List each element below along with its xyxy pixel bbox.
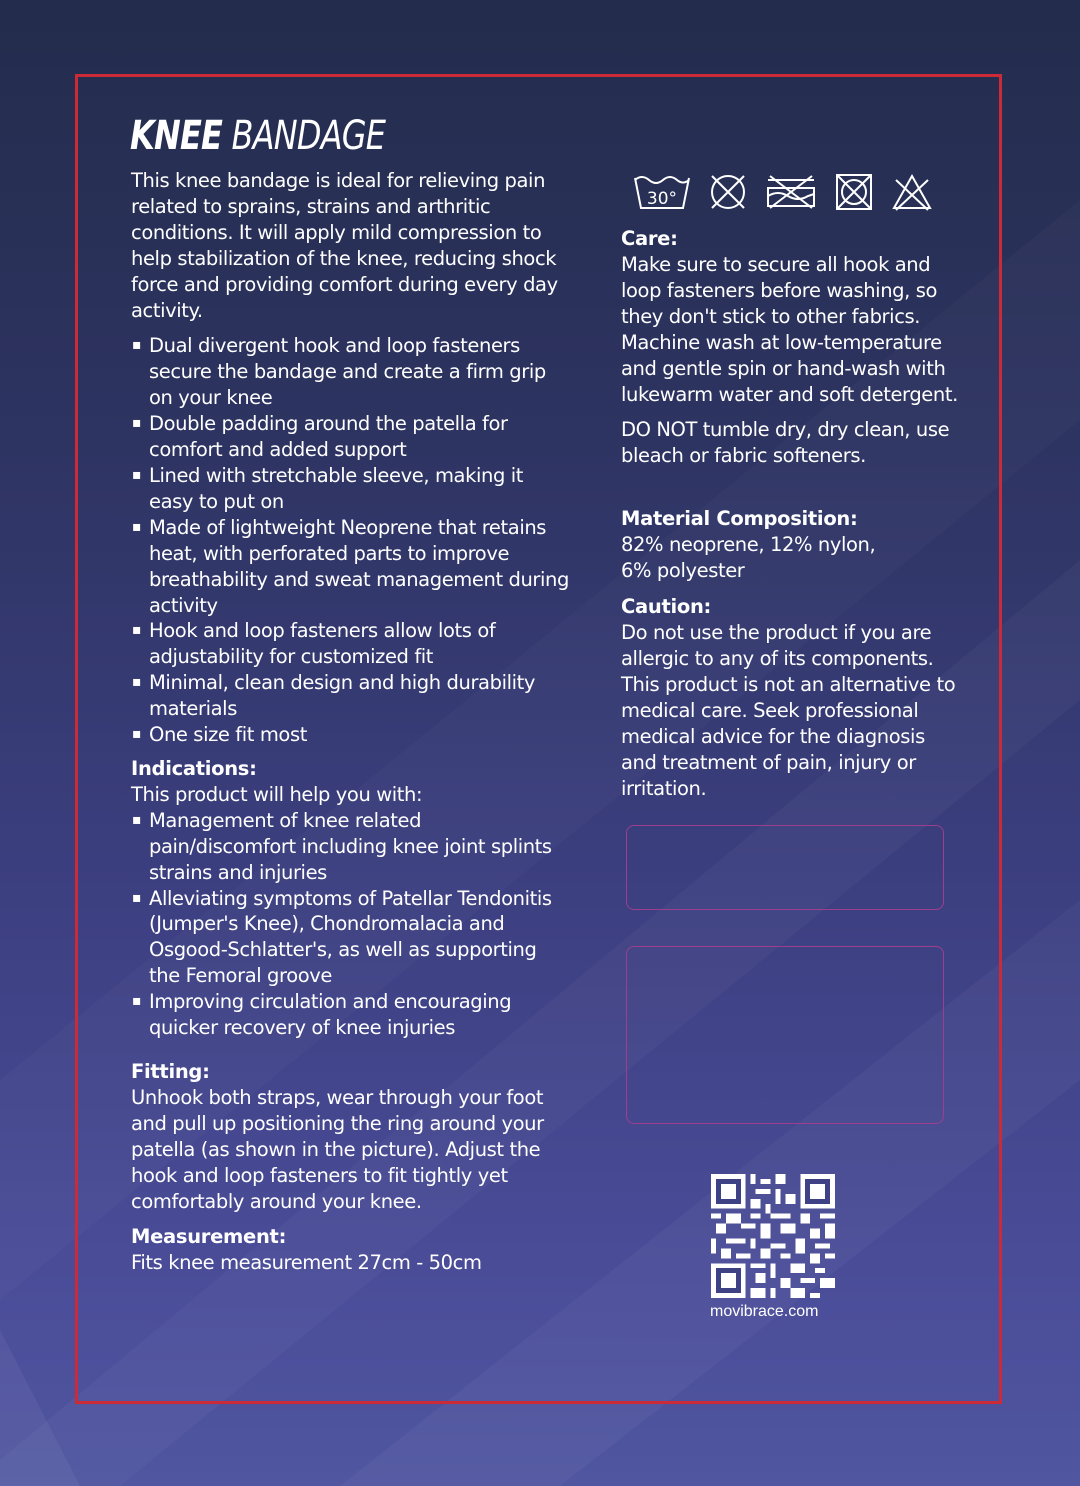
indications-intro: This product will help you with: xyxy=(131,782,423,806)
fitting-text: Unhook both straps, wear through your foot and pull up positioning the ring around your patella (as shown in the picture). Adjust the hook and loop fasteners to fit tightly yet comfortably around your knee. xyxy=(131,1086,544,1213)
list-item: ▪ Dual divergent hook and loop fasteners secure the bandage and create a firm grip on your knee xyxy=(131,333,571,411)
caution-heading: Caution: xyxy=(621,595,712,619)
features-list xyxy=(131,333,571,748)
list-item: ▪ Lined with stretchable sleeve, making it easy to put on xyxy=(131,463,571,515)
caution-text: Do not use the product if you are allergic to any of its components. This product is not an alternative to medical care. Seek professional medical advice for the diagnosis and treatment of pain, injury or irritation. xyxy=(621,621,956,800)
indications-heading: Indications: xyxy=(131,756,257,780)
list-item: ▪ Minimal, clean design and high durability materials xyxy=(131,670,571,722)
list-item: ▪ One size fit most xyxy=(131,722,571,748)
qr-code xyxy=(711,1174,835,1298)
list-item: ▪ Alleviating symptoms of Patellar Tendonitis (Jumper's Knee), Chondromalacia and Osgood-Schlatter's, as well as supporting the Femoral groove xyxy=(131,886,561,990)
list-item: ▪ Hook and loop fasteners allow lots of adjustability for customized fit xyxy=(131,618,571,670)
care-symbols xyxy=(632,170,942,214)
material-line-2: 6% polyester xyxy=(621,559,745,583)
no-dry-clean-icon xyxy=(706,172,750,212)
intro-paragraph: This knee bandage is ideal for relieving pain related to sprains, strains and arthritic conditions. It will apply mild compression to help stabilization of the knee, reducing shock force and providing comfort during every day activity. xyxy=(131,169,558,322)
website-url[interactable]: movibrace.com xyxy=(710,1303,819,1320)
fitting-heading: Fitting: xyxy=(131,1060,210,1083)
list-item: ▪ Double padding around the patella for comfort and added support xyxy=(131,411,571,463)
measurement-heading: Measurement: xyxy=(131,1224,287,1248)
care-heading: Care: xyxy=(621,227,678,250)
no-bleach-icon xyxy=(890,172,934,212)
left-column xyxy=(131,168,571,1275)
measurement-text: Fits knee measurement 27cm - 50cm xyxy=(131,1250,482,1274)
product-title: KNEE BANDAGE xyxy=(130,113,386,159)
list-item: ▪ Improving circulation and encouraging quicker recovery of knee injuries xyxy=(131,989,561,1041)
list-item: ▪ Management of knee related pain/discomfort including knee joint splints strains and injuries xyxy=(131,808,561,886)
svg-text:30°: 30° xyxy=(646,189,678,209)
list-item: ▪ Made of lightweight Neoprene that retains heat, with perforated parts to improve breathability and sweat management during activity xyxy=(131,515,571,619)
label-box-bottom xyxy=(626,946,944,1124)
material-heading: Material Composition: xyxy=(621,507,858,531)
no-tumble-dry-icon xyxy=(832,172,876,212)
indications-list xyxy=(131,808,561,1041)
wash-30-icon xyxy=(632,172,692,212)
care-warning: DO NOT tumble dry, dry clean, use bleach or fabric softeners. xyxy=(621,418,950,468)
material-line-1: 82% neoprene, 12% nylon, xyxy=(621,533,876,557)
label-box-top xyxy=(626,825,944,910)
right-column xyxy=(621,226,981,801)
care-text: Make sure to secure all hook and loop fasteners before washing, so they don't stick to other fabrics. Machine wash at low-temperature and gentle spin or hand-wash with lukewarm water and soft detergent. xyxy=(621,253,958,406)
no-iron-icon xyxy=(764,172,818,212)
